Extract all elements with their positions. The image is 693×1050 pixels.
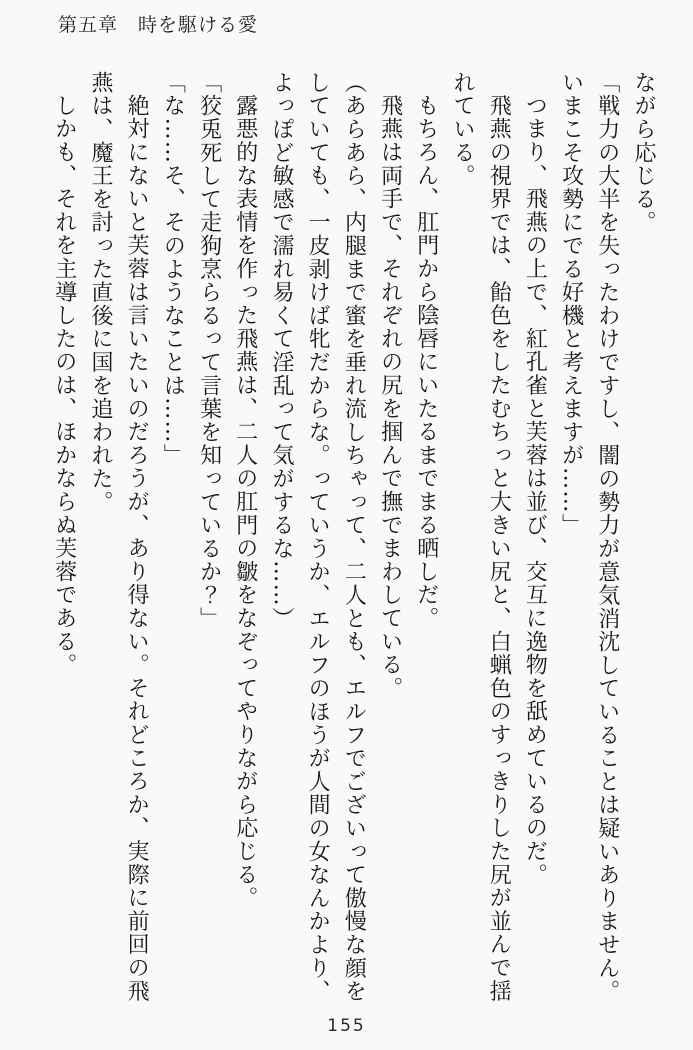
text-block [36, 71, 661, 1009]
paragraph: ながら応じる。 [631, 71, 656, 235]
paragraph: 「狡兎死して走狗烹らるって言葉を知っているか？」 [196, 71, 222, 631]
paragraph: 飛燕の視界では、飴色をしたむちっと大きい尻と、白蝋色のすっきりした尻が並んで揺れている。 [449, 71, 512, 1003]
paragraph: 露悪的な表情を作った飛燕は、二人の肛門の皺をなぞってやりながら応じる。 [232, 94, 258, 910]
page-number: 155 [327, 1016, 366, 1036]
paragraph: 絶対にないと芙蓉は言いたいのだろうが、あり得ない。それどころか、実際に前回の飛燕は、魔王を討った直後に国を追われた。 [87, 71, 150, 1003]
paragraph: もちろん、肛門から陰唇にいたるまでまる晒しだ。 [413, 94, 439, 631]
paragraph: 飛燕は両手で、それぞれの尻を掴んで撫でまわしている。 [377, 94, 403, 701]
paragraph: 「戦力の大半を失ったわけですし、闇の勢力が意気消沈していることは疑いありません。いまこそ攻勢にでる好機と考えますが……」 [558, 71, 620, 1003]
paragraph: しかも、それを主導したのは、ほかならぬ芙蓉である。 [51, 94, 77, 677]
paragraph: （あらあら、内腿まで蜜を垂れ流しちゃって、二人とも、エルフでございって傲慢な顔をしていても、一皮剥けば牝だからな。っていうか、エルフのほうが人間の女なんかより、よっぽど敏感で濡れ易くて淫乱って気がするな……） [268, 71, 367, 1003]
chapter-header: 第五章 時を駆ける愛 [58, 14, 259, 36]
paragraph: 「な……そ、そのようなことは……」 [160, 71, 186, 468]
paragraph: つまり、飛燕の上で、紅孔雀と芙蓉は並び、交互に逸物を舐めているのだ。 [522, 94, 548, 887]
